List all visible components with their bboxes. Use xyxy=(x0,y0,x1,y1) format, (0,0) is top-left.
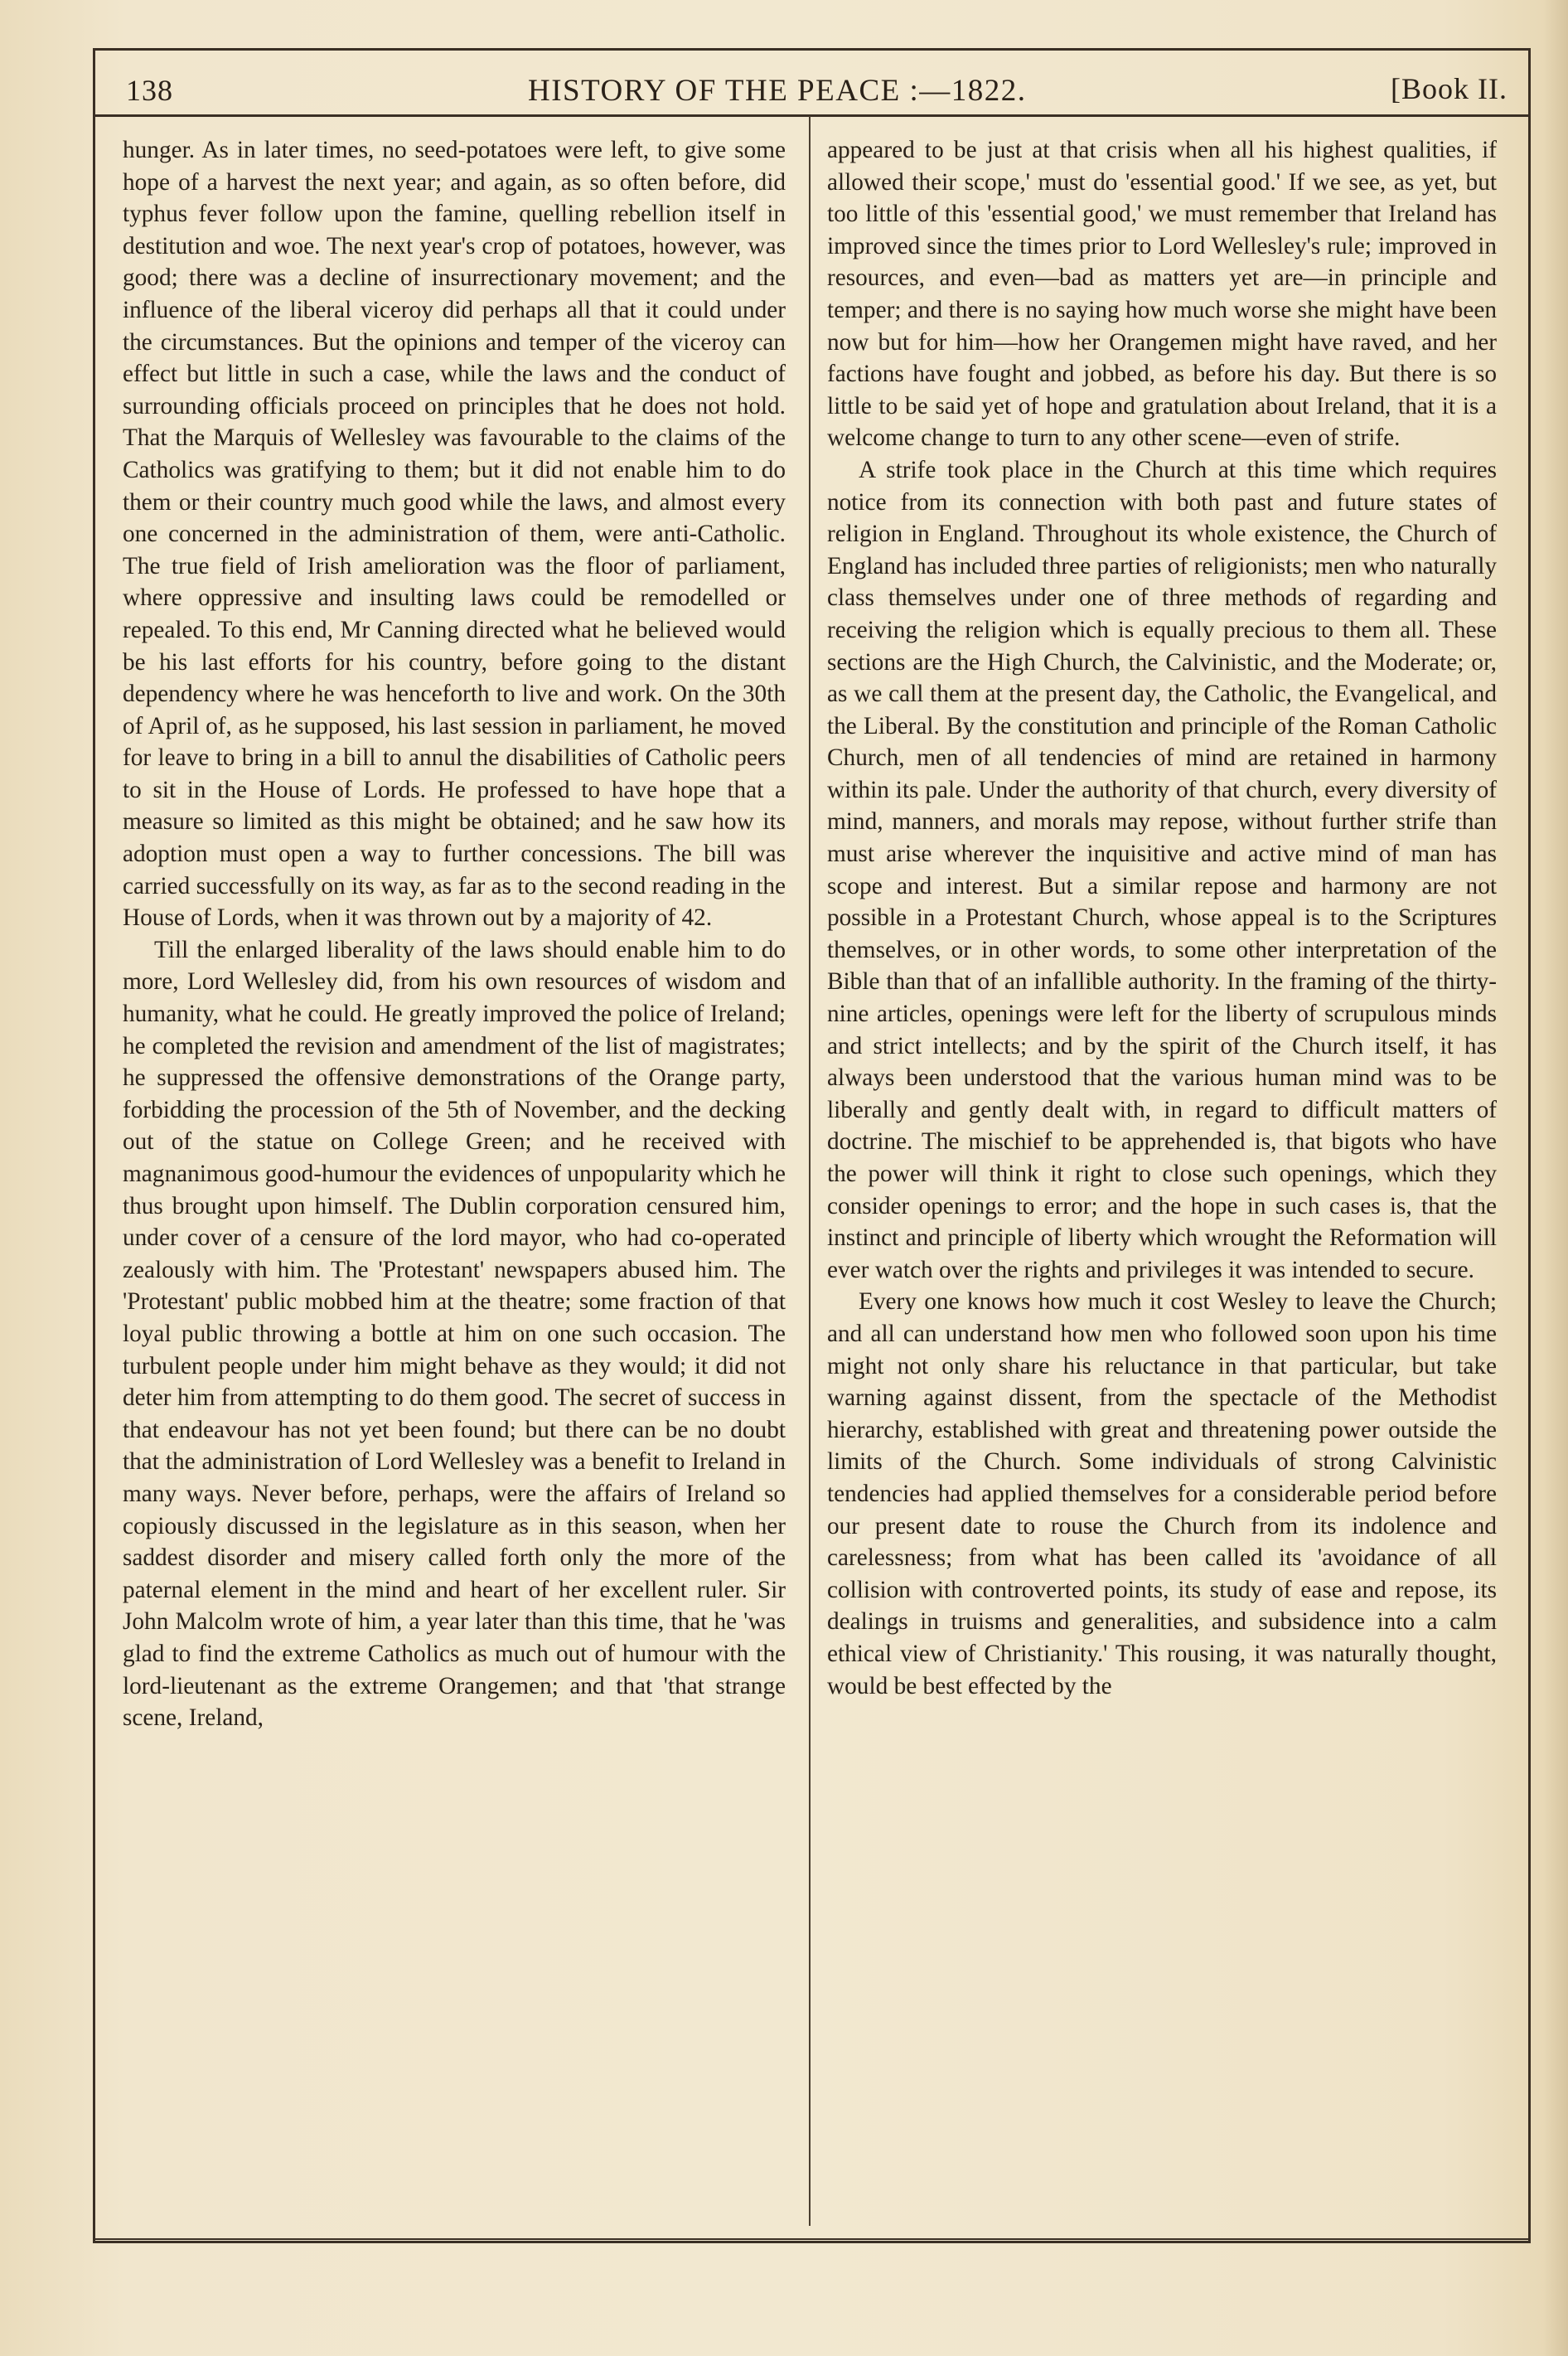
paragraph: Till the enlarged liberality of the laws should enable him to do more, Lord Wellesley did, from his own resources of wisdom and humanity, what he could. He greatly improved the police of Ireland; he completed the revision and amendment of the list of magistrates; he suppressed the offensive demonstrations of the Orange party, forbidding the procession of the 5th of November, and the decking out of the statue on College Green; and he received with magnanimous good-humour the evidences of unpopularity which he thus brought upon himself. The Dublin corporation censured him, under cover of a censure of the lord mayor, who had co-operated zealously with him. The 'Protestant' newspapers abused him. The 'Protestant' public mobbed him at the theatre; some fraction of that loyal public throwing a bottle at him on one such occasion. The turbulent people under him might behave as they would; it did not deter him from attempting to do them good. The secret of success in that endeavour has not yet been found; but there can be no doubt that the administration of Lord Wellesley was a benefit to Ireland in many ways. Never before, perhaps, were the affairs of Ireland so copiously discussed in the legislature as in this season, when her saddest disorder and misery called forth only the more of the paternal element in the mind and heart of her excellent ruler. Sir John Malcolm wrote of him, a year later than this time, that he 'was glad to find the extreme Catholics as much out of humour with the lord-lieutenant as the extreme Orangemen; and that 'that strange scene, Ireland, xyxy=(123,936,786,1732)
paragraph: hunger. As in later times, no seed-potatoes were left, to give some hope of a harvest the next year; and again, as so often before, did typhus fever follow upon the famine, quelling rebellion itself in destitution and woe. The next year's crop of potatoes, however, was good; there was a decline of insurrectionary movement; and the influence of the liberal viceroy did perhaps all that it could under the circumstances. But the opinions and temper of the viceroy can effect but little in such a case, while the laws and the conduct of surrounding officials proceed on principles that he does not hold. That the Marquis of Wellesley was favourable to the claims of the Catholics was gratifying to them; but it did not enable him to do them or their country much good while the laws, and almost every one concerned in the administration of them, were anti-Catholic. The true field of Irish amelioration was the floor of parliament, where oppressive and insulting laws could be remodelled or repealed. To this end, Mr Canning directed what he believed would be his last efforts for his country, before going to the distant dependency where he was henceforth to live and work. On the 30th of April of, as he supposed, his last session in parliament, he moved for leave to bring in a bill to annul the disabilities of Catholic peers to sit in the House of Lords. He professed to have hope that a measure so limited as this might be obtained; and he saw how its adoption must open a way to further concessions. The bill was carried successfully on its way, as far as to the second reading in the House of Lords, when it was thrown out by a majority of 42. xyxy=(123,137,786,932)
paragraph: A strife took place in the Church at this time which requires notice from its connection with both past and future states of religion in England. Throughout its whole existence, the Church of England has included three parties of religionists; men who naturally class themselves under one of three methods of regarding and receiving the religion which is equally precious to them all. These sections are the High Church, the Calvinistic, and the Moderate; or, as we call them at the present day, the Catholic, the Evangelical, and the Liberal. By the constitution and principle of the Roman Catholic Church, men of all tendencies of mind are retained in harmony within its pale. Under the authority of that church, every diversity of mind, manners, and morals may repose, without further strife than must arise wherever the inquisitive and active mind of man has scope and interest. But a similar repose and harmony are not possible in a Protestant Church, whose appeal is to the Scriptures themselves, or in other words, to some other interpretation of the Bible than that of an infallible authority. In the framing of the thirty-nine articles, openings were left for the liberty of scrupulous minds and strict intellects; and by the spirit of the Church itself, it has always been understood that the various human mind was to be liberally and gently dealt with, in regard to difficult matters of doctrine. The mischief to be apprehended is, that bigots who have the power will think it right to close such openings, which they consider openings to error; and the hope in such cases is, that the instinct and principle of liberty which wrought the Reformation will ever watch over the rights and privileges it was intended to secure. xyxy=(827,456,1497,1283)
left-column xyxy=(123,134,786,1734)
running-header xyxy=(93,68,1531,116)
page-number: 138 xyxy=(126,74,173,107)
header-rule xyxy=(93,114,1531,117)
bottom-rule xyxy=(93,2238,1531,2240)
book-marker: [Book II. xyxy=(1391,72,1508,105)
paragraph: Every one knows how much it cost Wesley to leave the Church; and all can understand how men who followed soon upon his time might not only share his reluctance in that particular, but take warning against dissent, from the spectacle of the Methodist hierarchy, established with great and threatening power outside the limits of the Church. Some individuals of strong Calvinistic tendencies had applied themselves for a considerable period before our present date to rouse the Church from its indolence and carelessness; from what has been called its 'avoidance of all collision with controverted points, its study of ease and repose, its dealings in truisms and generalities, and subsidence into a calm ethical view of Christianity.' This rousing, it was naturally thought, would be best effected by the xyxy=(827,1288,1497,1699)
right-column xyxy=(827,134,1497,1702)
page-edge-shadow xyxy=(1543,0,1568,2356)
column-divider xyxy=(809,116,811,2226)
paragraph: appeared to be just at that crisis when all his highest qualities, if allowed their scope,' must do 'essential good.' If we see, as yet, but too little of this 'essential good,' we must remember that Ireland has improved since the times prior to Lord Wellesley's rule; improved in resources, and even—bad as matters yet are—in principle and temper; and there is no saying how much worse she might have been now but for him—how her Orangemen might have raved, and her factions have fought and jobbed, as before his day. But there is so little to be said yet of hope and gratulation about Ireland, that it is a welcome change to turn to any other scene—even of strife. xyxy=(827,137,1497,452)
running-title: HISTORY OF THE PEACE :—1822. xyxy=(528,74,1027,108)
